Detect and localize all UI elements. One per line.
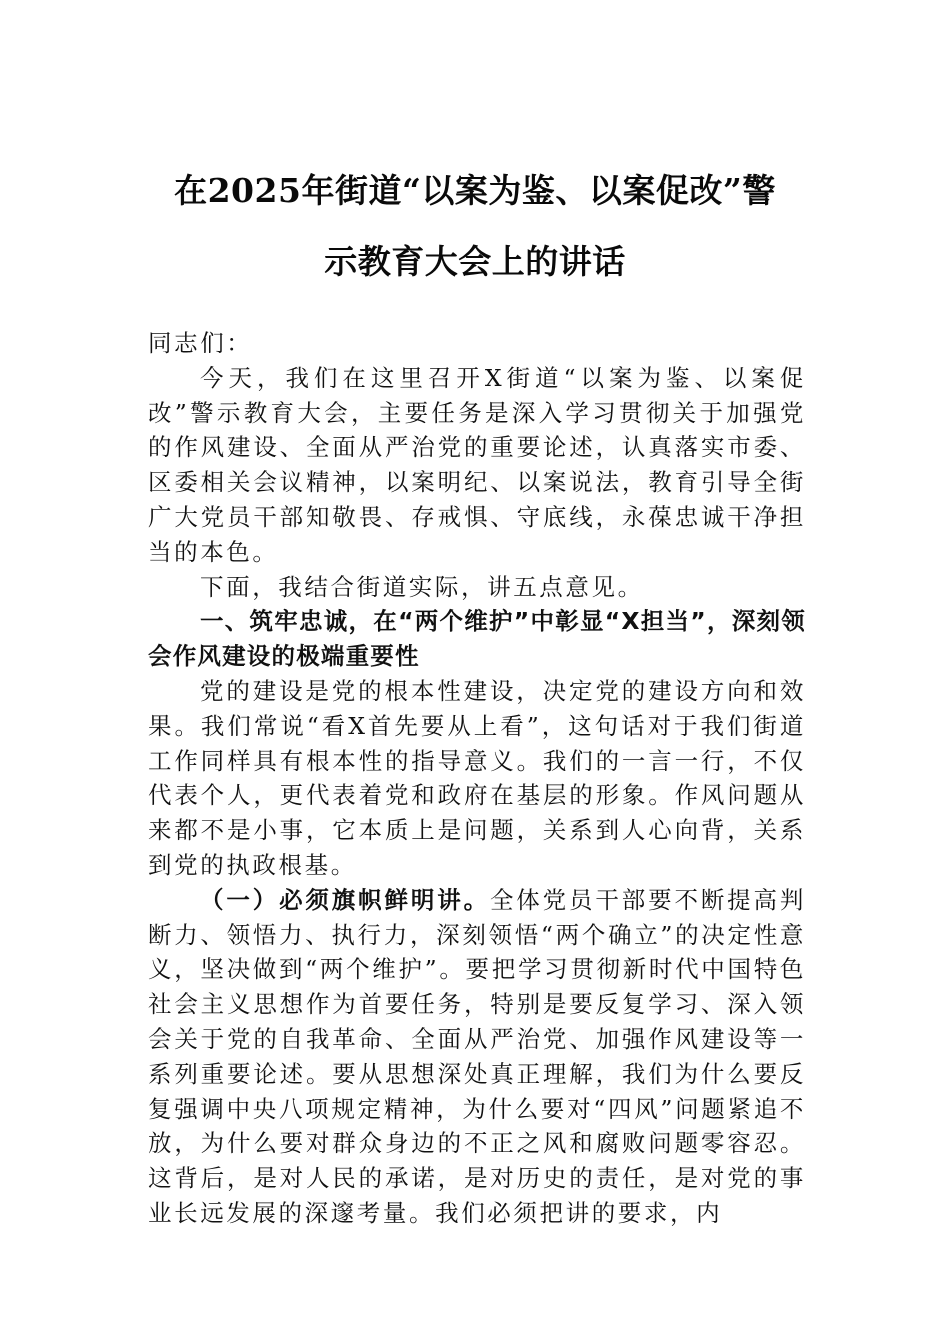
subsection-1-text: 全体党员干部要不断提高判断力、领悟力、执行力，深刻领悟“两个确立”的决定性意义，坚决做到“两个维护”。要把学习贯彻新时代中国特色社会主义思想作为首要任务，特别是要反复学习、深入领会关于党的自我革命、全面从严治党、加强作风建设等一系列重要论述。要从思想深处真正理解，我们为什么要反复强调中央八项规定精神，为什么要对“四风”问题紧追不放，为什么要对群众身边的不正之风和腐败问题零容忍。这背后，是对人民的承诺，是对历史的责任，是对党的事业长远发展的深邃考量。我们必须把讲的要求，内	[148, 885, 806, 1227]
title-line-2: 示教育大会上的讲话	[324, 242, 626, 281]
subsection-1-lead: （一）必须旗帜鲜明讲。	[200, 885, 490, 914]
document-body	[148, 326, 806, 1231]
section-heading-1: 一、筑牢忠诚，在“两个维护”中彰显“X担当”，深刻领会作风建设的极端重要性	[148, 607, 806, 671]
section-1-paragraph: 党的建设是党的根本性建设，决定党的建设方向和效果。我们常说“看X首先要从上看”，这句话对于我们街道工作同样具有根本性的指导意义。我们的一言一行，不仅代表个人，更代表着党和政府在基层的形象。作风问题从来都不是小事，它本质上是问题，关系到人心向背，关系到党的执政根基。	[148, 676, 806, 879]
document-title	[120, 155, 830, 297]
title-line-1: 在2025年街道“以案为鉴、以案促改”警	[174, 171, 776, 210]
salutation: 同志们：	[148, 329, 253, 357]
subsection-1-paragraph	[148, 883, 806, 1231]
transition-paragraph: 下面，我结合街道实际，讲五点意见。	[200, 572, 644, 601]
intro-paragraph: 今天，我们在这里召开X街道“以案为鉴、以案促改”警示教育大会，主要任务是深入学习贯彻关于加强党的作风建设、全面从严治党的重要论述，认真落实市委、区委相关会议精神，以案明纪、以案说法，教育引导全街广大党员干部知敬畏、存戒惧、守底线，永葆忠诚干净担当的本色。	[148, 363, 806, 566]
